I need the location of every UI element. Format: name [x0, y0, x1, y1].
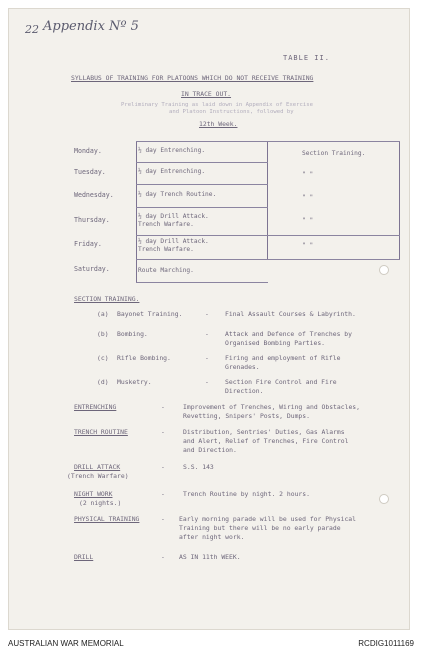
- section-item-desc: Final Assault Courses & Labyrinth.: [225, 310, 356, 318]
- struck-line-2: and Platoon Instructions, followed by: [169, 109, 294, 115]
- section-item-desc: Grenades.: [225, 363, 260, 371]
- schedule-activity: ½ day Drill Attack. Trench Warfare.: [138, 238, 209, 253]
- drill-attack-desc: S.S. 143: [183, 463, 214, 471]
- section-item-desc: Organised Bombing Parties.: [225, 339, 326, 347]
- section-item-name: Musketry.: [117, 378, 152, 386]
- week-label: 12th Week.: [199, 120, 238, 128]
- table-rule: [136, 141, 400, 142]
- table-rule: [267, 141, 268, 259]
- section-item-key: (a): [97, 310, 109, 318]
- table-rule: [136, 235, 400, 236]
- section-item-desc: Direction.: [225, 387, 264, 395]
- drill-attack-label: DRILL ATTACK: [74, 463, 121, 471]
- dash: -: [161, 428, 165, 436]
- table-rule: [136, 207, 268, 208]
- dash: -: [161, 403, 165, 411]
- dash: -: [205, 310, 209, 318]
- archive-footer: [0, 633, 422, 653]
- schedule-activity: ½ day Trench Routine.: [138, 191, 217, 198]
- section-item-key: (d): [97, 378, 109, 386]
- night-work-desc: Trench Routine by night. 2 hours.: [183, 490, 310, 498]
- schedule-section: " ": [302, 171, 314, 178]
- night-work-label: NIGHT WORK: [74, 490, 113, 498]
- drill-desc: AS IN 11th WEEK.: [179, 553, 241, 561]
- drill-attack-sub: (Trench Warfare): [67, 472, 129, 480]
- schedule-day: Saturday.: [74, 265, 110, 273]
- schedule-section: " ": [302, 217, 314, 224]
- physical-training-label: PHYSICAL TRAINING: [74, 515, 140, 523]
- entrenching-desc: Revetting, Snipers' Posts, Dumps.: [183, 412, 310, 420]
- entrenching-desc: Improvement of Trenches, Wiring and Obstacles,: [183, 403, 360, 411]
- physical-training-desc: after night work.: [179, 533, 245, 541]
- physical-training-desc: Training but there will be no early parade: [179, 524, 341, 532]
- schedule-day: Monday.: [74, 147, 102, 155]
- dash: -: [161, 515, 165, 523]
- trench-routine-label: TRENCH ROUTINE: [74, 428, 128, 436]
- archive-reference: RCDIG1011169: [358, 639, 414, 648]
- section-item-desc: Firing and employment of Rifle: [225, 354, 341, 362]
- dash: -: [205, 378, 209, 386]
- entrenching-label: ENTRENCHING: [74, 403, 117, 411]
- schedule-day: Friday.: [74, 240, 102, 248]
- schedule-activity: ½ day Entrenching.: [138, 168, 206, 175]
- section-item-desc: Attack and Defence of Trenches by: [225, 330, 352, 338]
- dash: -: [161, 553, 165, 561]
- schedule-section: " ": [302, 242, 314, 249]
- drill-label: DRILL: [74, 553, 94, 561]
- trench-routine-desc: Distribution, Sentries' Duties, Gas Alarms: [183, 428, 345, 436]
- table-rule: [136, 259, 400, 260]
- punch-hole: [379, 265, 389, 275]
- schedule-section: " ": [302, 194, 314, 201]
- section-item-key: (c): [97, 354, 109, 362]
- dash: -: [205, 354, 209, 362]
- night-work-sub: (2 nights.): [79, 499, 122, 507]
- schedule-day: Tuesday.: [74, 168, 106, 176]
- dash: -: [205, 330, 209, 338]
- schedule-activity: Route Marching.: [138, 267, 194, 274]
- struck-line-1: Preliminary Training as laid down in Appendix of Exercise: [121, 102, 313, 108]
- trench-routine-desc: and Direction.: [183, 446, 237, 454]
- section-item-desc: Section Fire Control and Fire: [225, 378, 337, 386]
- dash: -: [161, 463, 165, 471]
- section-item-name: Bombing.: [117, 330, 148, 338]
- heading-line-1: SYLLABUS OF TRAINING FOR PLATOONS WHICH DO NOT RECEIVE TRAINING: [71, 74, 314, 82]
- table-rule: [136, 282, 268, 283]
- physical-training-desc: Early morning parade will be used for Physical: [179, 515, 356, 523]
- schedule-day: Thursday.: [74, 216, 110, 224]
- document-sheet: [8, 8, 410, 630]
- section-item-key: (b): [97, 330, 109, 338]
- section-item-name: Rifle Bombing.: [117, 354, 171, 362]
- handwritten-appendix-note: Appendix Nº 5: [43, 19, 139, 34]
- archive-name: AUSTRALIAN WAR MEMORIAL: [8, 639, 124, 648]
- handwritten-page-number: 22: [25, 23, 39, 36]
- dash: -: [161, 490, 165, 498]
- table-rule: [136, 184, 268, 185]
- schedule-section: Section Training.: [302, 150, 366, 157]
- schedule-activity: ½ day Entrenching.: [138, 147, 206, 154]
- schedule-day: Wednesday.: [74, 191, 114, 199]
- section-item-name: Bayonet Training.: [117, 310, 183, 318]
- table-rule: [136, 162, 268, 163]
- schedule-activity: ½ day Drill Attack. Trench Warfare.: [138, 213, 209, 228]
- section-training-label: SECTION TRAINING.: [74, 295, 140, 303]
- table-id: TABLE II.: [283, 54, 330, 62]
- punch-hole: [379, 494, 389, 504]
- trench-routine-desc: and Alert, Relief of Trenches, Fire Control: [183, 437, 349, 445]
- heading-line-2: IN TRACE OUT.: [181, 90, 232, 98]
